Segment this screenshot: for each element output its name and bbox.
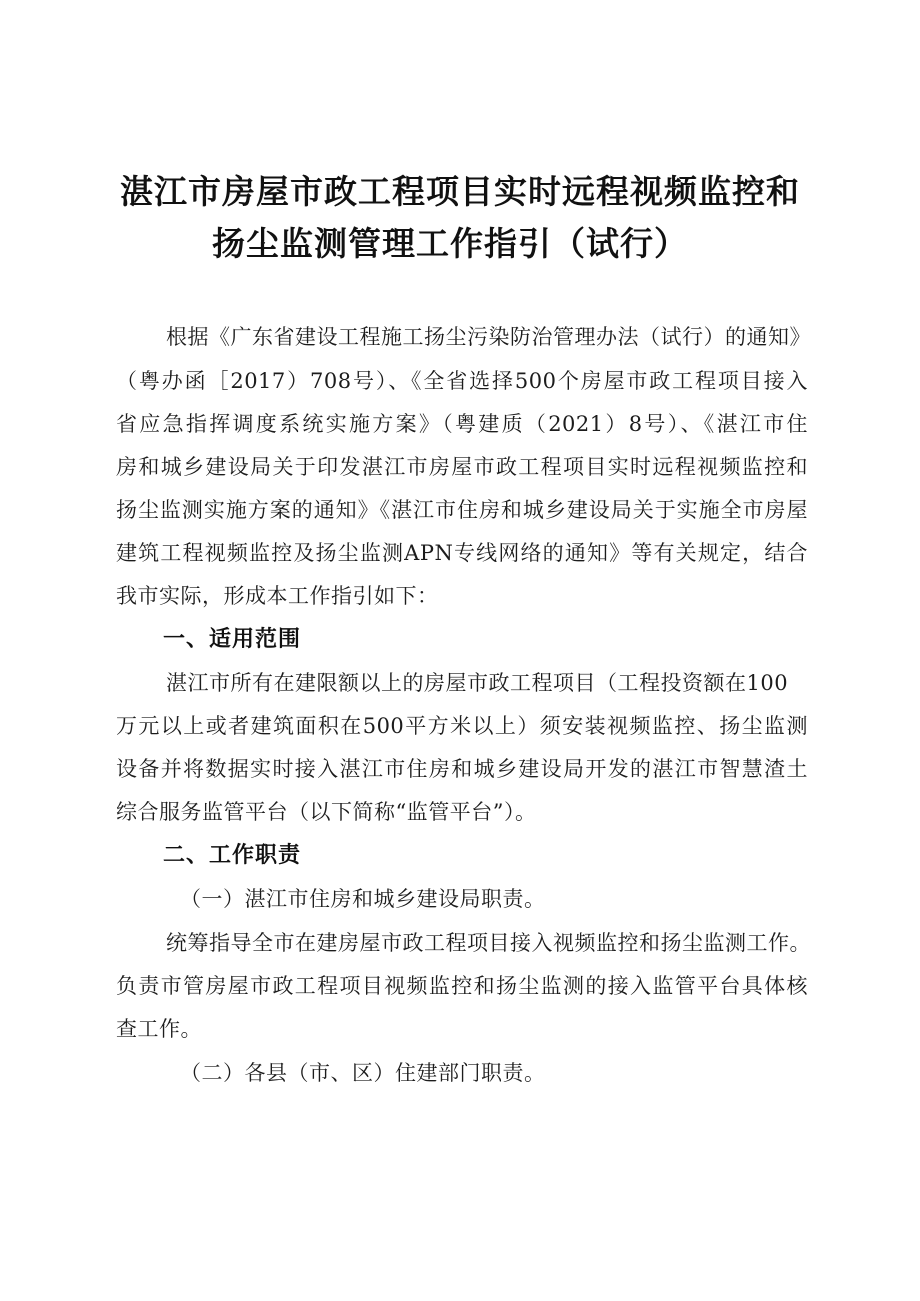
intro-line-7: 我市实际，形成本工作指引如下： <box>116 584 439 608</box>
section-2-heading: 二、工作职责 <box>163 843 302 868</box>
subsection-1-heading: （一）湛江市住房和城乡建设局职责。 <box>180 887 546 911</box>
subsection-1-line-2: 负责市管房屋市政工程项目视频监控和扬尘监测的接入监管平台具体核 <box>116 974 808 998</box>
intro-line-2: （粤办函［2017）708号）、《全省选择500个房屋市政工程项目接入 <box>116 369 808 393</box>
intro-line-5: 扬尘监测实施方案的通知》《湛江市住房和城乡建设局关于实施全市房屋 <box>116 498 808 522</box>
document-title-line-1: 湛江市房屋市政工程项目实时远程视频监控和 <box>120 172 800 211</box>
section-1-line-1: 湛江市所有在建限额以上的房屋市政工程项目（工程投资额在100 <box>166 671 789 695</box>
section-1-heading: 一、适用范围 <box>163 627 302 652</box>
subsection-1-line-3: 查工作。 <box>116 1017 202 1041</box>
section-1-line-2: 万元以上或者建筑面积在500平方米以上）须安装视频监控、扬尘监测 <box>116 714 808 738</box>
subsection-2-heading: （二）各县（市、区）住建部门职责。 <box>180 1061 546 1085</box>
intro-line-1: 根据《广东省建设工程施工扬尘污染防治管理办法（试行）的通知》 <box>166 325 811 349</box>
intro-line-4: 房和城乡建设局关于印发湛江市房屋市政工程项目实时远程视频监控和 <box>116 455 808 479</box>
document-title-line-2: 扬尘监测管理工作指引（试行） <box>212 224 688 263</box>
intro-line-3: 省应急指挥调度系统实施方案》（粤建质（2021）8号）、《湛江市住 <box>116 412 808 436</box>
section-1-line-3: 设备并将数据实时接入湛江市住房和城乡建设局开发的湛江市智慧渣土 <box>116 757 808 781</box>
section-1-line-4: 综合服务监管平台（以下简称“监管平台”）。 <box>116 800 537 824</box>
intro-line-6: 建筑工程视频监控及扬尘监测APN专线网络的通知》等有关规定，结合 <box>116 541 808 565</box>
subsection-1-line-1: 统筹指导全市在建房屋市政工程项目接入视频监控和扬尘监测工作。 <box>166 931 811 955</box>
